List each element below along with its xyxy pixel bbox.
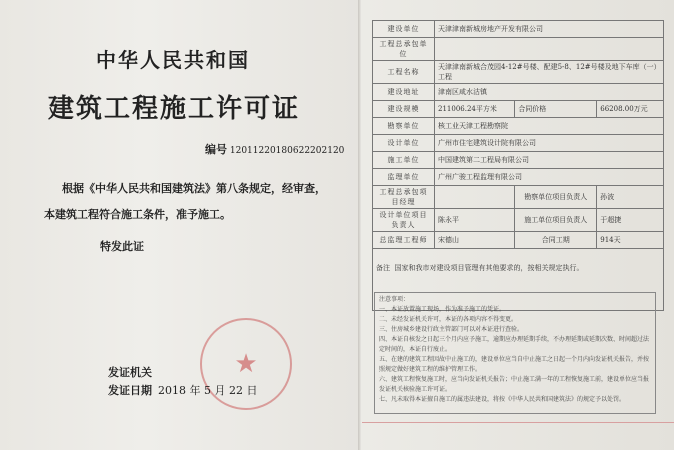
issuer-label: 发证机关 <box>108 366 152 379</box>
row-value: 天津津南新城合茂园4-12#号楼、配建5-8、12#号楼及地下车库（一）工程 <box>435 61 664 84</box>
row-value: 天津津南新城房地产开发有限公司 <box>435 21 664 38</box>
table-row <box>373 135 664 152</box>
row-value: 广州市住宅建筑设计院有限公司 <box>435 135 664 152</box>
row-value: 211006.24平方米 <box>435 101 515 118</box>
permit-text-3: 特发此证 <box>100 240 144 253</box>
row-label: 勘察单位 <box>373 118 435 135</box>
table-row <box>373 232 664 249</box>
note-item: 一、本证放置施工现场，作为准予施工的凭证。 <box>379 306 506 313</box>
note-item: 七、凡未取得本证擅自施工的属违法建设，将按《中华人民共和国建筑法》的规定予以处罚。 <box>379 396 626 403</box>
row-value: 中国建筑第二工程局有限公司 <box>435 152 664 169</box>
table-row <box>373 101 664 118</box>
row-label: 工程总承包单位 <box>373 38 435 61</box>
issue-date <box>108 382 257 398</box>
pair-label-1: 设计单位项目负责人 <box>373 209 435 232</box>
number-value: 12011220180622202120 <box>229 146 345 156</box>
date-label: 发证日期 <box>108 384 152 397</box>
pair-value-2: 914天 <box>597 232 664 249</box>
row-value: 广州广骏工程监理有限公司 <box>435 169 664 186</box>
table-row <box>373 152 664 169</box>
table-row <box>373 21 664 38</box>
permit-number <box>205 141 344 157</box>
permit-text-1: 根据《中华人民共和国建筑法》第八条规定，经审查， <box>62 182 326 195</box>
permit-title: 建筑工程施工许可证 <box>48 94 301 124</box>
row-value: 核工业天津工程勘察院 <box>435 118 664 135</box>
permit-text-2: 本建筑工程符合施工条件，准予施工。 <box>44 208 231 221</box>
row-label: 施工单位 <box>373 152 435 169</box>
number-label: 编号 <box>205 143 227 156</box>
pair-label-2: 勘察单位项目负责人 <box>515 186 597 209</box>
table-row <box>373 169 664 186</box>
row-label: 建设地址 <box>373 84 435 101</box>
pair-label-1: 总监理工程师 <box>373 232 435 249</box>
table-row <box>373 38 664 61</box>
pair-label-2: 合同工期 <box>515 232 597 249</box>
row-label: 建设规模 <box>373 101 435 118</box>
pair-value-2: 孙波 <box>597 186 664 209</box>
divider <box>362 422 674 423</box>
date-value: 2018 年 5 月 22 日 <box>158 384 258 397</box>
table-row <box>373 61 664 84</box>
pair-value-2: 于超捷 <box>597 209 664 232</box>
permit-info-table <box>372 20 664 311</box>
table-row <box>373 186 664 209</box>
row-label: 工程名称 <box>373 61 435 84</box>
pair-value-1: 陈永平 <box>435 209 515 232</box>
remark-text: 国家和我市对建设项目管理有其他要求的，按相关规定执行。 <box>394 264 584 272</box>
note-item: 三、住房城乡建设行政主管部门可以对本证进行查验。 <box>379 326 524 333</box>
notes-title: 注意事项： <box>379 296 410 303</box>
note-item: 四、本证自核发之日起三个月内应予施工，逾期应办理延期手续，不办理延期或延期次数、时间超过法定时间的，本证自行废止。 <box>379 336 650 353</box>
remark-label: 备注 <box>376 264 390 272</box>
row-extra-label: 合同价格 <box>515 101 597 118</box>
pair-label-1: 工程总承包项目经理 <box>373 186 435 209</box>
row-value: 津南区咸水沽镇 <box>435 84 664 101</box>
country-title: 中华人民共和国 <box>96 48 250 72</box>
row-extra-value: 66208.00万元 <box>597 101 664 118</box>
table-row <box>373 118 664 135</box>
table-row <box>373 209 664 232</box>
pair-value-1: 宋德山 <box>435 232 515 249</box>
table-row <box>373 84 664 101</box>
row-label: 建设单位 <box>373 21 435 38</box>
pair-label-2: 施工单位项目负责人 <box>515 209 597 232</box>
note-item: 二、未经发证机关许可，本证的各项内容不得变更。 <box>379 316 518 323</box>
row-label: 监理单位 <box>373 169 435 186</box>
note-item: 五、在建的建筑工程因故中止施工的，建设单位应当自中止施工之日起一个月内向发证机关报告，并按照规定做好建筑工程的维护管理工作。 <box>379 356 650 373</box>
notes-box <box>374 292 656 414</box>
pair-value-1 <box>435 186 515 209</box>
row-value <box>435 38 664 61</box>
row-label: 设计单位 <box>373 135 435 152</box>
note-item: 六、建筑工程恢复施工时，应当向发证机关报告；中止施工满一年的工程恢复施工前，建设单位应当报发证机关核验施工许可证。 <box>379 376 650 393</box>
official-seal-icon: ★ <box>200 318 292 410</box>
